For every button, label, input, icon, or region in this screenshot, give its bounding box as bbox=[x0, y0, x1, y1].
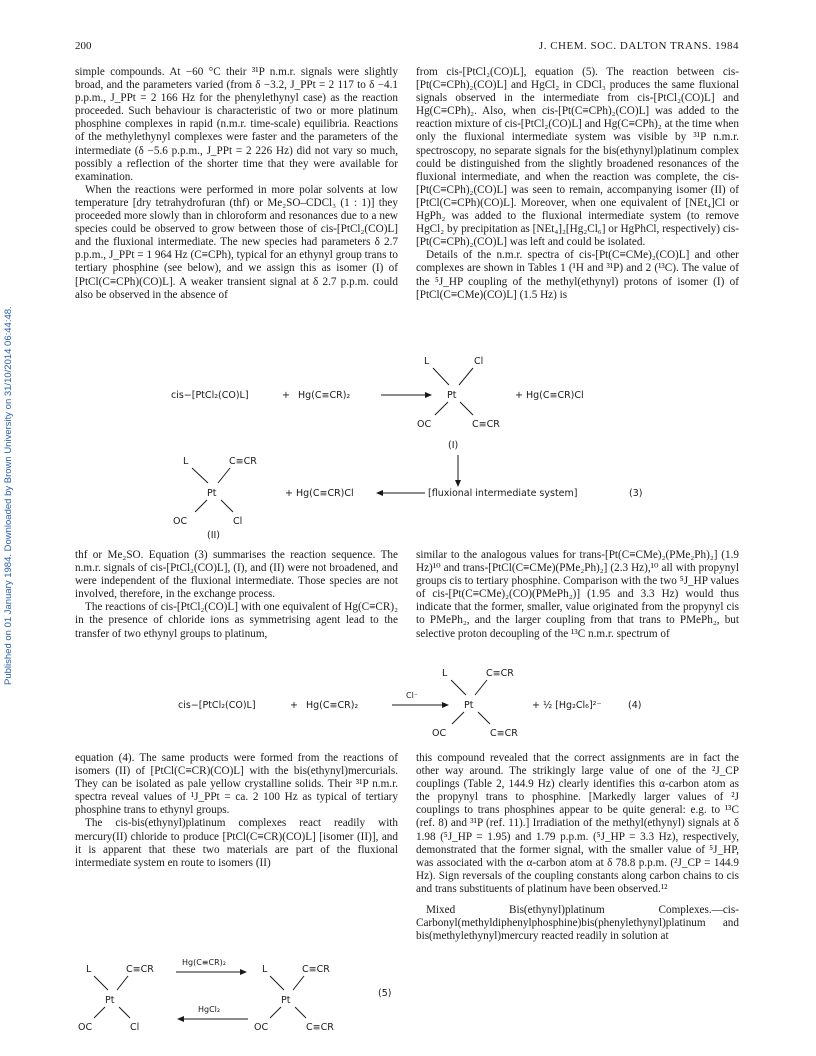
scheme3-I-label: (I) bbox=[448, 440, 459, 451]
scheme3-II-bond-Cl bbox=[221, 500, 233, 512]
scheme-4-drawing bbox=[170, 662, 690, 742]
scheme5-right-bond-OC bbox=[270, 1007, 281, 1018]
scheme4-CCR-top: C≡CR bbox=[486, 668, 514, 679]
paragraph: simple compounds. At −60 °C their ³¹P n.m.r. signals were slightly broad, and the parameters varied (from δ −3.2, J_PPt = 2 117 to δ −4.1 p.p.m., J_PPt = 2 166 Hz for the phenylethynyl case) as the reaction proceeded. Such behaviour is characteristic of two or more platinum phosphine complexes in rapid (n.m.r. time-scale) equilibria. Reactions of the methylethynyl complexes were faster and the parameters of the intermediate (δ −5.6 p.p.m., J_PPt = 2 226 Hz) did not vary so much, possibly a reflection of the shorter time that they were available for examination. bbox=[75, 66, 398, 183]
scheme5-back-label: HgCl₂ bbox=[198, 1005, 221, 1014]
page-number: 200 bbox=[75, 40, 92, 52]
journal-title: J. CHEM. SOC. DALTON TRANS. 1984 bbox=[538, 40, 739, 52]
scheme4-arrowhead bbox=[442, 702, 449, 708]
paragraph: Mixed Bis(ethynyl)platinum Complexes.—cis-Carbonyl(methyldiphenylphosphine)bis(phenylethynyl)platinum and bis(methylethynyl)mercury reacted readily in solution at bbox=[416, 904, 739, 943]
text-column-bottom-right bbox=[416, 752, 739, 943]
scheme5-right-OC: OC bbox=[254, 1022, 269, 1032]
scheme3-arrowhead-down bbox=[455, 480, 461, 487]
scheme4-bond-CCR-top bbox=[475, 680, 487, 695]
scheme5-left-CCR: C≡CR bbox=[126, 964, 154, 975]
scheme4-plus: + bbox=[290, 700, 298, 711]
paragraph: this compound revealed that the correct assignments are in fact the other way around. The strikingly large value of one of the ²J_CP couplings (Table 2, 144.9 Hz) clearly identifies this α-carbon atom as the propynyl trans to phosphine. [Markedly larger values of ²J couplings to trans phosphines appear to be quite general: e.g. to ¹³C (ref. 8) and ³¹P (ref. 11).] Irradiation of the methyl(ethynyl) signals at δ 1.98 (⁵J_HP = 1.95) and 1.79 p.p.m. (⁵J_HP = 3.3 Hz), respectively, demonstrated that the former signal, with the smaller value of ⁵J_HP, was associated with the α-carbon atom at δ 78.8 p.p.m. (²J_CP = 144.9 Hz). Sign reversals of the coupling constants along carbon chains to cis and trans substituents of platinum have been observed.¹² bbox=[416, 752, 739, 895]
scheme3-II-bond-L bbox=[192, 468, 208, 483]
paragraph: The reactions of cis-[PtCl₂(CO)L] with one equivalent of Hg(C≡CR)₂ in the presence of chloride ions as symmetrising agent lead to the transfer of two ethynyl groups to platinum, bbox=[75, 601, 398, 640]
text-column-top-right bbox=[416, 66, 739, 302]
text-column-top-left bbox=[75, 66, 398, 302]
scheme3-I-CCR: C≡CR bbox=[472, 419, 500, 430]
scheme5-left-Cl: Cl bbox=[130, 1022, 140, 1032]
scheme5-left-bond-CCR bbox=[117, 976, 128, 990]
scheme5-left-L: L bbox=[86, 964, 92, 975]
scheme3-I-bond-Cl bbox=[459, 368, 473, 385]
scheme3-II-L: L bbox=[183, 456, 189, 467]
scheme3-reactant-1: cis−[PtCl₂(CO)L] bbox=[171, 390, 249, 401]
scheme-5-drawing bbox=[78, 950, 408, 1032]
scheme4-reactant-1: cis−[PtCl₂(CO)L] bbox=[178, 700, 256, 711]
reaction-scheme-4 bbox=[170, 662, 690, 742]
scheme3-I-bond-OC bbox=[435, 402, 448, 415]
scheme4-reactant-2: Hg(C≡CR)₂ bbox=[306, 700, 359, 711]
scheme4-CCR-bottom: C≡CR bbox=[490, 728, 518, 739]
scheme5-right-CCR-bottom: C≡CR bbox=[306, 1022, 334, 1032]
scheme4-bond-OC bbox=[452, 712, 464, 724]
scheme5-right-bond-L bbox=[270, 976, 284, 990]
scheme3-II-OC: OC bbox=[173, 516, 188, 527]
text-column-bottom-left bbox=[75, 752, 398, 870]
scheme3-II-CCR: C≡CR bbox=[229, 456, 257, 467]
paragraph: equation (4). The same products were formed from the reactions of isomers (II) of [PtCl(C≡CR)(CO)L] with the bis(ethynyl)mercurials. They can be isolated as pale yellow crystalline solids. Their ³¹P n.m.r. spectra reveal values of ¹J_PPt = ca. 2 100 Hz as typical of tertiary phosphine trans to ethynyl groups. bbox=[75, 752, 398, 817]
paragraph: thf or Me₂SO. Equation (3) summarises the reaction sequence. The n.m.r. signals of cis-[PtCl₂(CO)L], (I), and (II) were not broadened, and were independent of the fluxional intermediate. Those species are not involved, therefore, in the exchange process. bbox=[75, 549, 398, 601]
scheme5-arrowhead-forward bbox=[240, 969, 247, 975]
download-notice[interactable]: Published on 01 January 1984. Downloaded by Brown University on 31/10/2014 06:44:48. bbox=[3, 306, 14, 685]
scheme5-left-bond-L bbox=[94, 976, 108, 990]
scheme3-II-Cl: Cl bbox=[233, 516, 243, 527]
paragraph: The cis-bis(ethynyl)platinum complexes react readily with mercury(II) chloride to produce [PtCl(C≡CR)(CO)L] [isomer (II)], and it is apparent that these two materials are part of the fluxional intermediate system en route to isomers (II) bbox=[75, 817, 398, 869]
scheme5-equation-number: (5) bbox=[378, 988, 392, 999]
scheme3-II-Pt: Pt bbox=[207, 488, 217, 499]
scheme3-reactant-2: Hg(C≡CR)₂ bbox=[298, 390, 351, 401]
scheme3-I-Cl: Cl bbox=[474, 356, 484, 367]
scheme3-byproduct-2: + Hg(C≡CR)Cl bbox=[285, 488, 354, 499]
scheme3-equation-number: (3) bbox=[629, 488, 643, 499]
scheme4-Pt: Pt bbox=[464, 700, 474, 711]
paragraph: When the reactions were performed in more polar solvents at low temperature [dry tetrahydrofuran (thf) or Me₂SO–CDCl₃ (1 : 1)] they proceeded more slowly than in chloroform and resonances due to a new species could be observed to grow between those of cis-[PtCl₂(CO)L] and the fluxional intermediate. The new species had parameters δ 2.7 p.p.m., J_PPt = 1 964 Hz (C≡CPh), typical for an ethynyl group trans to tertiary phosphine (see below), and we assign this as isomer (I) of [PtCl(C≡CPh)(CO)L]. A weaker transient signal at δ 2.7 p.p.m. could also be observed in the absence of bbox=[75, 183, 398, 301]
scheme5-left-bond-Cl bbox=[119, 1007, 130, 1018]
scheme4-bond-CCR-bottom bbox=[478, 712, 490, 724]
reaction-scheme-3 bbox=[155, 352, 675, 540]
paragraph: from cis-[PtCl₂(CO)L], equation (5). The reaction between cis-[Pt(C≡CPh)₂(CO)L] and HgCl₂ in CDCl₃ produces the same fluxional signals observed in the intermediate from cis-[PtCl₂(CO)L] and Hg(C≡CPh)₂. Also, when cis-[Pt(C≡CPh)₂(CO)L] was added to the reaction mixture of cis-[PtCl₂(CO)L] and Hg(C≡CPh)₂ at the time when only the fluxional intermediate system was visible by ³¹P n.m.r. spectroscopy, no separate signals for the bis(ethynyl)platinum complex could be distinguished from the slightly broadened resonances of the fluxional intermediate, and when the reaction was complete, the cis-[Pt(C≡CPh)₂(CO)L] was seen to remain, accompanying isomer (II) of [PtCl(C≡CPh)(CO)L]. Moreover, when one equivalent of [NEt₄]Cl or HgPh₂ was added to the fluxional intermediate system (to remove HgCl₂ by precipitation as [NEt₄]₂[Hg₂Cl₆] or HgPhCl, respectively) cis-[Pt(C≡CPh)₂(CO)L] was left and could be isolated. bbox=[416, 66, 739, 249]
scheme3-I-L: L bbox=[424, 356, 430, 367]
scheme3-II-label: (II) bbox=[207, 530, 221, 540]
scheme3-plus: + bbox=[282, 390, 290, 401]
scheme3-arrowhead-right bbox=[425, 392, 432, 398]
text-column-mid-left bbox=[75, 549, 398, 641]
text-column-mid-right bbox=[416, 549, 739, 641]
reaction-scheme-5 bbox=[78, 950, 408, 1032]
page-header bbox=[75, 40, 739, 56]
scheme5-left-OC: OC bbox=[78, 1022, 93, 1032]
paragraph: Details of the n.m.r. spectra of cis-[Pt(C≡CMe)₂(CO)L] and other complexes are shown in Tables 1 (¹H and ³¹P) and 2 (¹³C). The value of the ⁵J_HP coupling of the methyl(ethynyl) protons of isomer (I) of [PtCl(C≡CMe)(CO)L] (1.5 Hz) is bbox=[416, 249, 739, 301]
scheme5-forward-label: Hg(C≡CR)₂ bbox=[182, 958, 226, 967]
scheme3-II-bond-OC bbox=[195, 500, 207, 512]
scheme5-right-L: L bbox=[262, 964, 268, 975]
scheme4-bond-L bbox=[451, 680, 466, 695]
scheme4-equation-number: (4) bbox=[628, 700, 642, 711]
scheme5-left-bond-OC bbox=[94, 1007, 105, 1018]
scheme5-right-CCR-top: C≡CR bbox=[302, 964, 330, 975]
scheme5-left-Pt: Pt bbox=[105, 995, 115, 1006]
scheme4-L: L bbox=[442, 668, 448, 679]
scheme3-arrowhead-left bbox=[376, 490, 383, 496]
scheme5-arrowhead-back bbox=[177, 1016, 184, 1022]
scheme5-right-Pt: Pt bbox=[281, 995, 291, 1006]
scheme3-intermediate: [fluxional intermediate system] bbox=[428, 488, 578, 499]
scheme4-arrow-label: Cl⁻ bbox=[406, 691, 419, 700]
scheme5-right-bond-CCR-bottom bbox=[295, 1007, 306, 1018]
scheme4-byproduct: + ½ [Hg₂Cl₆]²⁻ bbox=[532, 700, 602, 711]
scheme3-byproduct-1: + Hg(C≡CR)Cl bbox=[515, 390, 584, 401]
scheme3-I-bond-L bbox=[433, 368, 449, 385]
scheme3-I-OC: OC bbox=[417, 419, 432, 430]
scheme-3-drawing bbox=[155, 352, 675, 540]
scheme3-II-bond-CCR bbox=[218, 468, 230, 483]
scheme4-OC: OC bbox=[432, 728, 447, 739]
paragraph: similar to the analogous values for trans-[Pt(C≡CMe)₂(PMe₂Ph)₂] (1.9 Hz)¹⁰ and trans-[PtCl(C≡CMe)(PMe₂Ph)₂] (2.3 Hz),¹⁰ all with propynyl groups cis to tertiary phosphine. Comparison with the two ⁵J_HP values of cis-[Pt(C≡CMe)₂(CO)(PMePh₂)] (1.95 and 3.3 Hz) would thus indicate that the former, smaller, value originated from the propynyl cis to PMePh₂, and the larger coupling from that trans to PMePh₂, but selective proton decoupling of the ¹³C n.m.r. spectrum of bbox=[416, 549, 739, 640]
scheme5-right-bond-CCR-top bbox=[293, 976, 304, 990]
scheme3-I-bond-CCR bbox=[460, 402, 473, 415]
scheme3-I-Pt: Pt bbox=[447, 390, 457, 401]
